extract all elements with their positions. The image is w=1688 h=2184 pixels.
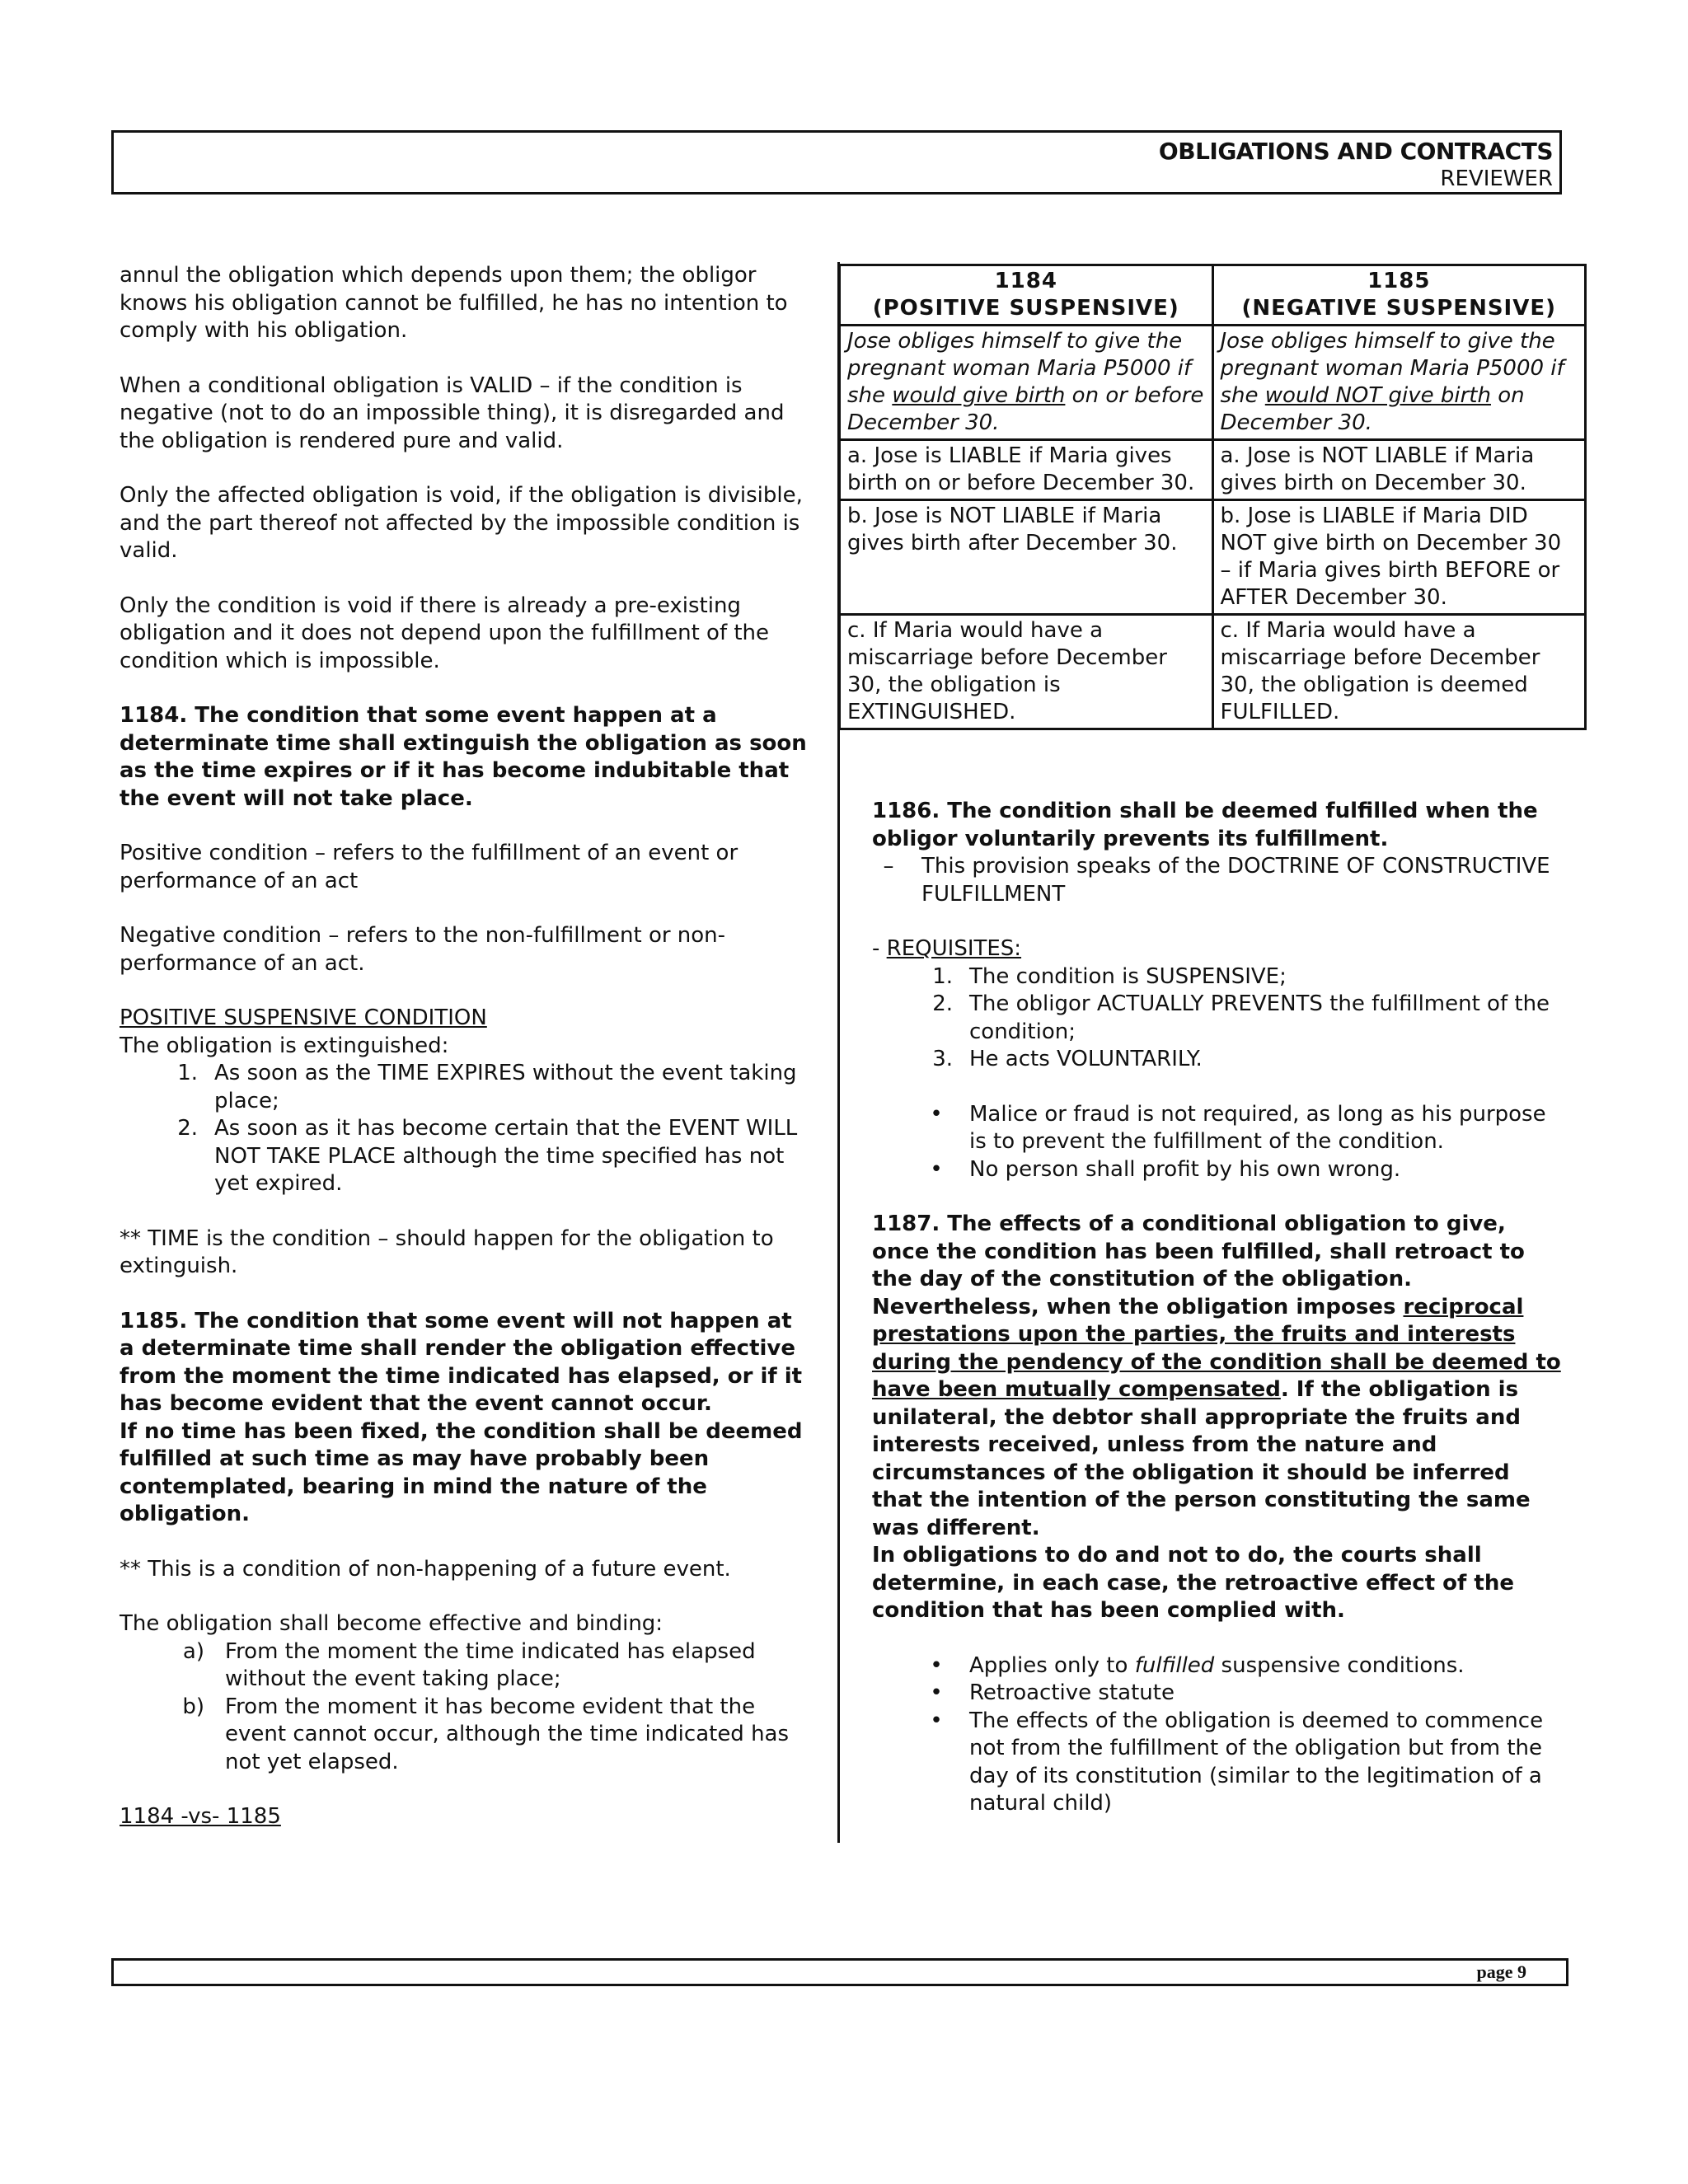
page-footer bbox=[111, 1958, 1568, 1986]
header-number: 1184 bbox=[994, 269, 1057, 293]
header-title: OBLIGATIONS AND CONTRACTS bbox=[1158, 138, 1553, 165]
table-header-row bbox=[840, 265, 1586, 326]
list-item-text: He acts VOLUNTARILY. bbox=[969, 1047, 1203, 1071]
list-item-text: Retroactive statute bbox=[969, 1680, 1175, 1705]
list-item-emphasis: fulfilled bbox=[1134, 1652, 1215, 1678]
header-label: (NEGATIVE SUSPENSIVE) bbox=[1241, 296, 1556, 321]
article-1185-second: If no time has been fixed, the condition shall be deemed fulfilled at such time as may have probably been contemplated, bearing in mind the nature of the obligation. bbox=[120, 1418, 803, 1526]
bullet-icon: • bbox=[930, 1708, 943, 1733]
requisites-heading bbox=[872, 935, 1564, 963]
article-text: . If the obligation is unilateral, the debtor shall appropriate the fruits and interests received, unless from the nature and circumstances of the obligation it should be inferred that the intention of the person constituting the same was different. bbox=[872, 1377, 1531, 1540]
list-item bbox=[182, 1694, 812, 1777]
list-item-text: From the moment the time indicated has elapsed without the event taking place; bbox=[225, 1638, 756, 1691]
list-item bbox=[930, 1101, 1564, 1156]
list-marker: a) bbox=[182, 1638, 204, 1664]
list-marker: 1. bbox=[932, 963, 953, 989]
paragraph-valid: When a conditional obligation is VALID – if the condition is negative (not to do an impossible thing), it is disregarded and the obligation is rendered pure and valid. bbox=[120, 373, 785, 453]
list-item bbox=[930, 1652, 1564, 1680]
table-cell: b. Jose is LIABLE if Maria DID NOT give birth on December 30 – if Maria gives birth BEFORE or AFTER December 30. bbox=[1212, 500, 1586, 615]
bullet-icon: • bbox=[930, 1156, 943, 1182]
requisites-list bbox=[932, 963, 1564, 1074]
list-item-text: suspensive conditions. bbox=[1214, 1652, 1465, 1678]
list-item-text: From the moment it has become evident that the event cannot occur, although the time indicated has not yet elapsed. bbox=[225, 1694, 790, 1774]
table-cell: a. Jose is LIABLE if Maria gives birth on or before December 30. bbox=[840, 440, 1213, 500]
example-underlined: would NOT give birth bbox=[1264, 383, 1491, 408]
list-item-text: The condition is SUSPENSIVE; bbox=[969, 963, 1287, 989]
list-item bbox=[932, 991, 1564, 1046]
table-header-1185 bbox=[1212, 265, 1586, 326]
psc-intro: The obligation is extinguished: bbox=[120, 1033, 449, 1058]
left-column bbox=[120, 262, 812, 1831]
list-item-text: No person shall profit by his own wrong. bbox=[969, 1156, 1401, 1182]
bullet-icon: • bbox=[930, 1680, 943, 1705]
comparison-table bbox=[838, 264, 1587, 730]
article-1186: 1186. The condition shall be deemed fulfilled when the obligor voluntarily prevents its fulfillment. bbox=[872, 799, 1538, 851]
table-cell: b. Jose is NOT LIABLE if Maria gives birth after December 30. bbox=[840, 500, 1213, 615]
bullet-icon: • bbox=[930, 1652, 943, 1678]
list-marker: – bbox=[883, 854, 894, 879]
list-marker: 3. bbox=[932, 1047, 953, 1071]
vs-heading: 1184 -vs- 1185 bbox=[120, 1804, 281, 1829]
list-marker: b) bbox=[182, 1694, 204, 1719]
list-item bbox=[932, 1046, 1564, 1074]
effective-list bbox=[182, 1638, 812, 1777]
table-cell: a. Jose is NOT LIABLE if Maria gives birth on December 30. bbox=[1212, 440, 1586, 500]
article-underlined: reciprocal prestations upon the parties, the fruits and interests during the pendency of the condition shall be deemed to have been mutually compensated bbox=[872, 1294, 1561, 1402]
example-text: on December 30. bbox=[1220, 383, 1525, 435]
table-header-1184 bbox=[840, 265, 1213, 326]
psc-list bbox=[177, 1060, 812, 1198]
table-cell-example-1185 bbox=[1212, 326, 1586, 440]
table-cell: c. If Maria would have a miscarriage before December 30, the obligation is EXTINGUISHED. bbox=[840, 615, 1213, 729]
example-text: Jose obliges himself to give the pregnant woman Maria P5000 if she bbox=[847, 329, 1192, 408]
list-item-text: This provision speaks of the DOCTRINE OF CONSTRUCTIVE FULFILLMENT bbox=[921, 854, 1550, 907]
table-row bbox=[840, 326, 1586, 440]
doctrine-list bbox=[883, 853, 1564, 908]
list-item-text: Applies only to bbox=[969, 1652, 1135, 1678]
requisites-prefix: - bbox=[872, 936, 887, 961]
header-subtitle: REVIEWER bbox=[1440, 166, 1553, 191]
article-1184: 1184. The condition that some event happen at a determinate time shall extinguish the obligation as soon as the time expires or if it has become indubitable that the event will not take place. bbox=[120, 703, 807, 811]
non-happening-note: ** This is a condition of non-happening of a future event. bbox=[120, 1556, 731, 1582]
effects-bullets bbox=[930, 1652, 1564, 1818]
list-item bbox=[182, 1638, 812, 1694]
negative-condition-definition: Negative condition – refers to the non-fulfillment or non-performance of an act. bbox=[120, 923, 726, 976]
table-cell-example-1184 bbox=[840, 326, 1213, 440]
list-item-text: Malice or fraud is not required, as long as his purpose is to prevent the fulfillment of the condition. bbox=[969, 1101, 1546, 1154]
list-item-text: As soon as the TIME EXPIRES without the event taking place; bbox=[214, 1061, 797, 1113]
list-marker: 2. bbox=[177, 1116, 198, 1141]
table-row bbox=[840, 500, 1586, 615]
article-1185: 1185. The condition that some event will not happen at a determinate time shall render the obligation effective from the moment the time indicated has elapsed, or if it has become evident that the event cannot occur. bbox=[120, 1308, 803, 1416]
positive-condition-definition: Positive condition – refers to the fulfillment of an event or performance of an act bbox=[120, 841, 738, 893]
bullet-icon: • bbox=[930, 1101, 943, 1127]
page-number: page 9 bbox=[1476, 1961, 1526, 1982]
psc-heading: POSITIVE SUSPENSIVE CONDITION bbox=[120, 1005, 487, 1030]
list-item-text: As soon as it has become certain that the EVENT WILL NOT TAKE PLACE although the time specified has not yet expired. bbox=[214, 1116, 798, 1196]
right-column bbox=[872, 798, 1564, 1845]
list-item-text: The obligor ACTUALLY PREVENTS the fulfillment of the condition; bbox=[969, 991, 1550, 1044]
list-item-text: The effects of the obligation is deemed to commence not from the fulfillment of the obligation but from the day of its constitution (similar to the legitimation of a natural child) bbox=[969, 1708, 1544, 1816]
header-number: 1185 bbox=[1367, 269, 1431, 293]
list-item bbox=[177, 1115, 812, 1198]
paragraph-annul: annul the obligation which depends upon them; the obligor knows his obligation cannot be fulfilled, he has no intention to comply with his obligation. bbox=[120, 263, 788, 343]
table-row bbox=[840, 615, 1586, 729]
table-row bbox=[840, 440, 1586, 500]
list-item bbox=[177, 1060, 812, 1115]
article-1187 bbox=[872, 1211, 1564, 1542]
header-label: (POSITIVE SUSPENSIVE) bbox=[872, 296, 1179, 321]
example-text: on or before December 30. bbox=[847, 383, 1204, 435]
page-header bbox=[111, 130, 1562, 194]
example-text: Jose obliges himself to give the pregnant woman Maria P5000 if she bbox=[1220, 329, 1564, 408]
list-item bbox=[930, 1156, 1564, 1184]
list-item bbox=[932, 963, 1564, 991]
list-marker: 2. bbox=[932, 991, 953, 1016]
requisites-bullets bbox=[930, 1101, 1564, 1184]
requisites-label: REQUISITES: bbox=[886, 936, 1022, 961]
list-item bbox=[883, 853, 1564, 908]
paragraph-divisible: Only the affected obligation is void, if the obligation is divisible, and the part thereof not affected by the impossible condition is valid. bbox=[120, 483, 803, 563]
time-note: ** TIME is the condition – should happen for the obligation to extinguish. bbox=[120, 1226, 774, 1278]
article-text: 1187. The effects of a conditional obligation to give, once the condition has been fulfilled, shall retroact to the day of the constitution of the obligation. Nevertheless, when the obligation imposes bbox=[872, 1212, 1525, 1319]
effective-intro: The obligation shall become effective and binding: bbox=[120, 1611, 663, 1636]
list-item bbox=[930, 1680, 1564, 1708]
article-1187-second: In obligations to do and not to do, the courts shall determine, in each case, the retroactive effect of the condition that has been complied with. bbox=[872, 1543, 1514, 1623]
list-marker: 1. bbox=[177, 1061, 198, 1085]
table-cell: c. If Maria would have a miscarriage before December 30, the obligation is deemed FULFILLED. bbox=[1212, 615, 1586, 729]
example-underlined: would give birth bbox=[892, 383, 1066, 408]
list-item bbox=[930, 1708, 1564, 1818]
paragraph-pre-existing: Only the condition is void if there is already a pre-existing obligation and it does not depend upon the fulfillment of the condition which is impossible. bbox=[120, 593, 770, 673]
